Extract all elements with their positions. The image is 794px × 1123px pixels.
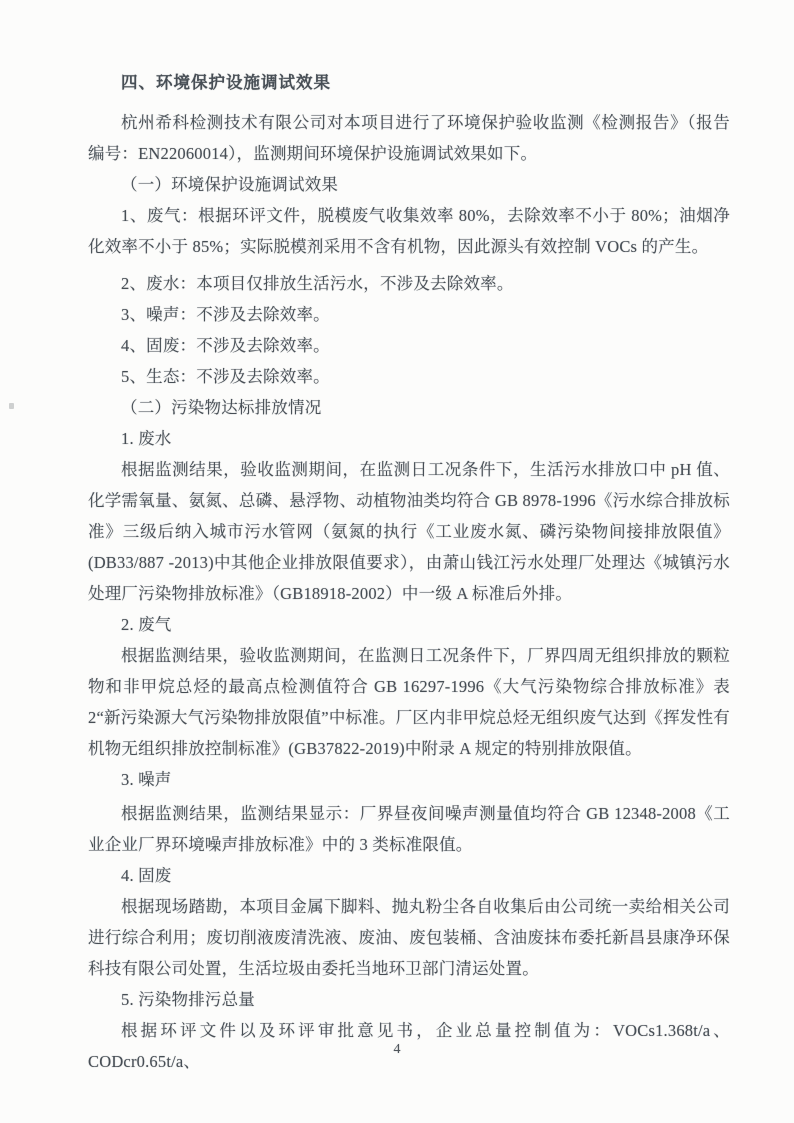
list-item-wastewater: 2、废水：本项目仅排放生活污水，不涉及去除效率。 [121, 274, 514, 293]
section-heading: 四、环境保护设施调试效果 [121, 73, 331, 92]
page-number: 4 [393, 1042, 401, 1057]
scan-smudge-artifact [9, 403, 14, 409]
solid-waste-paragraph: 根据现场踏勘，本项目金属下脚料、抛丸粉尘各自收集后由公司统一卖给相关公司进行综合利用；废切削液废清洗液、废油、废包装桶、含油废抹布委托新昌县康净环保科技有限公司处置，生活垃圾由委托当地环卫部门清运处置。 [88, 897, 730, 978]
item-4-solid-waste-heading: 4. 固废 [121, 866, 172, 885]
total-emissions-paragraph: 根据环评文件以及环评审批意见书，企业总量控制值为：VOCs1.368t/a、CODcr0.65t/a、 [88, 1021, 730, 1071]
wastewater-paragraph: 根据监测结果，验收监测期间，在监测日工况条件下，生活污水排放口中 pH 值、化学需氧量、氨氮、总磷、悬浮物、动植物油类均符合 GB 8978-1996《污水综合排放标准》三级后纳入城市污水管网（氨氮的执行《工业废水氮、磷污染物间接排放限值》(DB33/887 -2013)中其他企业排放限值要求），由萧山钱江污水处理厂处理达《城镇污水处理厂污染物排放标准》（GB18918-2002）中一级 A 标准后外排。 [88, 460, 730, 603]
list-item-noise: 3、噪声：不涉及去除效率。 [121, 305, 330, 324]
intro-paragraph: 杭州希科检测技术有限公司对本项目进行了环境保护验收监测《检测报告》（报告编号：EN22060014），监测期间环境保护设施调试效果如下。 [88, 113, 730, 163]
list-item-solid-waste: 4、固废：不涉及去除效率。 [121, 336, 330, 355]
list-item-ecology: 5、生态：不涉及去除效率。 [121, 367, 330, 386]
exhaust-gas-paragraph: 根据监测结果，验收监测期间，在监测日工况条件下，厂界四周无组织排放的颗粒物和非甲烷总烃的最高点检测值符合 GB 16297-1996《大气污染物综合排放标准》表 2“新污染源大气污染物排放限值”中标准。厂区内非甲烷总烃无组织废气达到《挥发性有机物无组织排放控制标准》(GB37822-2019)中附录 A 规定的特别排放限值。 [88, 646, 730, 758]
subsection-1-heading: （一）环境保护设施调试效果 [121, 175, 339, 194]
item-5-total-emissions-heading: 5. 污染物排污总量 [121, 990, 255, 1009]
subsection-2-heading: （二）污染物达标排放情况 [121, 398, 322, 417]
list-item-exhaust-gas: 1、废气：根据环评文件，脱模废气收集效率 80%，去除效率不小于 80%；油烟净化效率不小于 85%；实际脱模剂采用不含有机物，因此源头有效控制 VOCs 的产生。 [88, 206, 730, 256]
item-2-exhaust-gas-heading: 2. 废气 [121, 615, 172, 634]
item-3-noise-heading: 3. 噪声 [121, 770, 172, 789]
noise-paragraph: 根据监测结果，监测结果显示：厂界昼夜间噪声测量值均符合 GB 12348-2008《工业企业厂界环境噪声排放标准》中的 3 类标准限值。 [88, 804, 730, 854]
item-1-wastewater-heading: 1. 废水 [121, 429, 172, 448]
